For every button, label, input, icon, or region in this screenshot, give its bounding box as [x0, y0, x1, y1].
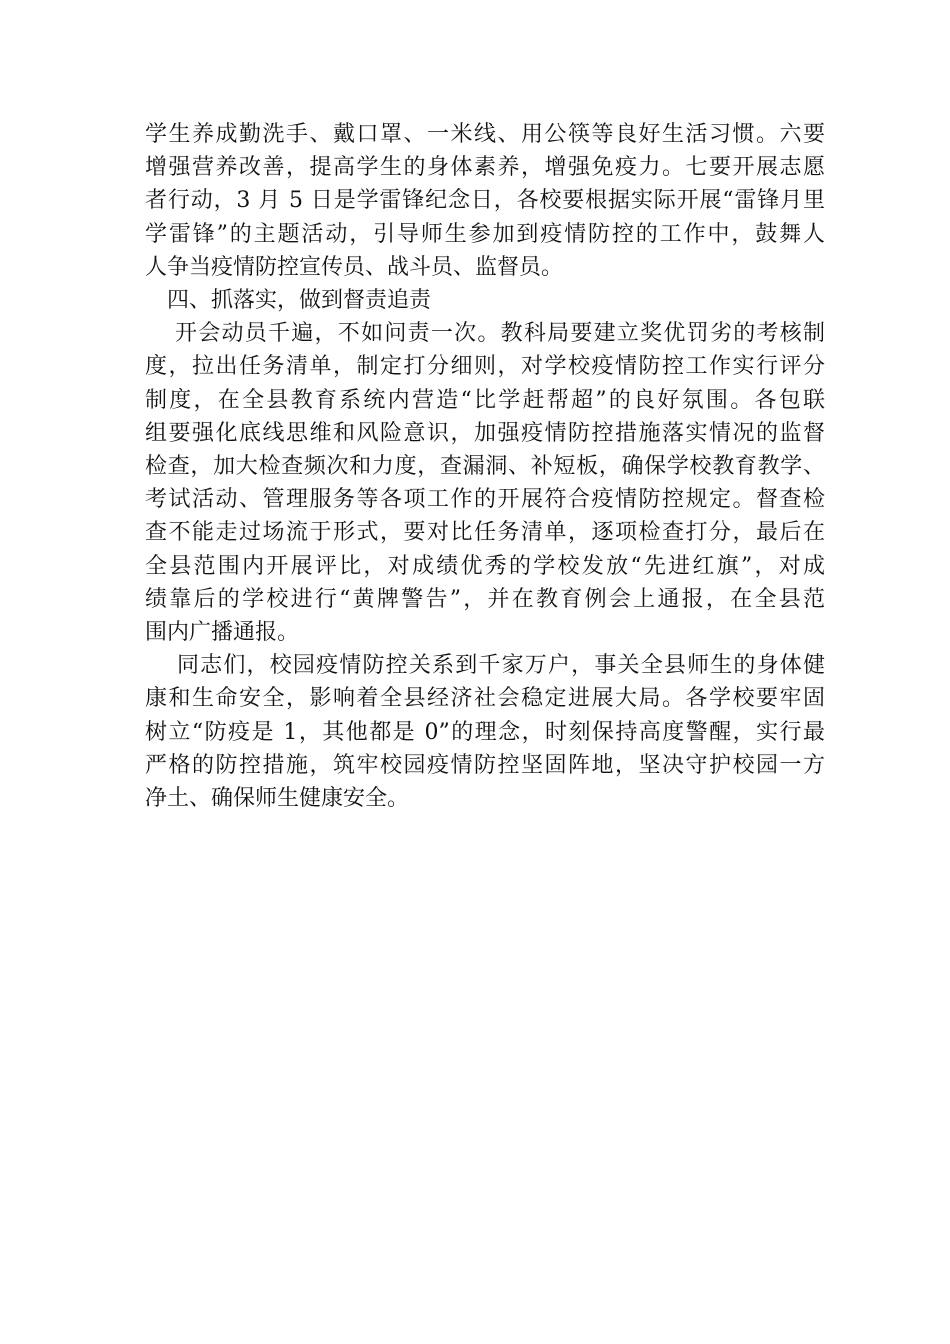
text-line: 同志们，校园疫情防控关系到千家万户，事关全县师生的身体健 [177, 653, 825, 679]
text-line: 全县范围内开展评比，对成绩优秀的学校发放“先进红旗”，对成 [145, 553, 825, 579]
text-line: 树立“防疫是 1，其他都是 0”的理念，时刻保持高度警醒，实行最 [145, 719, 825, 745]
text-line: 考试活动、管理服务等各项工作的开展符合疫情防控规定。督查检 [145, 487, 825, 513]
paragraph-accountability [145, 317, 825, 649]
text-line: 组要强化底线思维和风险意识，加强疫情防控措施落实情况的监督 [145, 420, 825, 446]
text-line: 制度，在全县教育系统内营造“比学赶帮超”的良好氛围。各包联 [145, 387, 825, 413]
text-line: 者行动，3 月 5 日是学雷锋纪念日，各校要根据实际开展“雷锋月里 [145, 188, 825, 214]
text-line: 围内广播通报。 [145, 620, 300, 646]
text-line: 康和生命安全，影响着全县经济社会稳定进展大局。各学校要牢固 [145, 686, 825, 712]
document-page [145, 118, 825, 815]
paragraph-closing [145, 649, 825, 815]
text-line: 严格的防控措施，筑牢校园疫情防控坚固阵地，坚决守护校园一方 [145, 752, 825, 778]
text-line: 查不能走过场流于形式，要对比任务清单，逐项检查打分，最后在 [145, 520, 825, 546]
text-line: 绩靠后的学校进行“黄牌警告”，并在教育例会上通报，在全县范 [145, 586, 825, 612]
text-line: 检查，加大检查频次和力度，查漏洞、补短板，确保学校教育教学、 [145, 454, 825, 480]
text-line: 度，拉出任务清单，制定打分细则，对学校疫情防控工作实行评分 [145, 354, 825, 380]
text-line: 人争当疫情防控宣传员、战斗员、监督员。 [145, 254, 564, 280]
text-line: 净土、确保师生健康安全。 [145, 786, 410, 812]
section-heading: 四、抓落实，做到督责追责 [167, 288, 432, 314]
text-line: 学生养成勤洗手、戴口罩、一米线、用公筷等良好生活习惯。六要 [145, 122, 825, 147]
text-line: 开会动员千遍，不如问责一次。教科局要建立奖优罚劣的考核制 [175, 321, 825, 347]
text-line: 学雷锋”的主题活动，引导师生参加到疫情防控的工作中，鼓舞人 [145, 221, 825, 247]
text-line: 增强营养改善，提高学生的身体素养，增强免疫力。七要开展志愿 [145, 155, 825, 181]
paragraph-continuation [145, 118, 825, 284]
